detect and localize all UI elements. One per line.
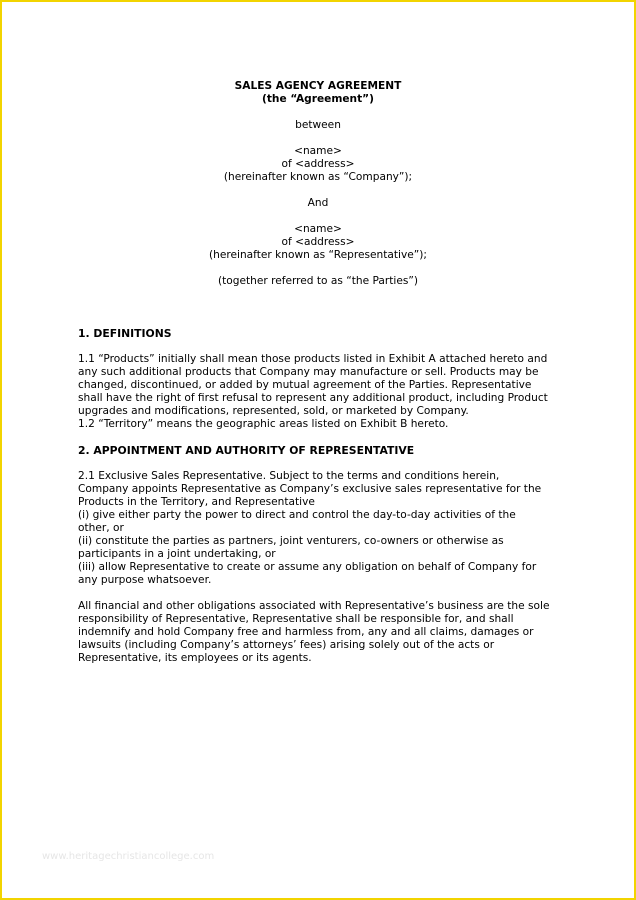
- watermark: www.heritagechristiancollege.com: [42, 851, 215, 862]
- party2-name: <name>: [294, 223, 342, 235]
- body-line: Company appoints Representative as Company’s exclusive sales representative for the: [78, 483, 542, 495]
- party1-address: of <address>: [281, 158, 355, 170]
- body-line: (i) give either party the power to direct and control the day-to-day activities of the: [78, 509, 516, 521]
- body-line: upgrades and modifications, represented, sold, or marketed by Company.: [78, 405, 469, 417]
- document-title: SALES AGENCY AGREEMENT: [234, 80, 402, 92]
- body-line: Products in the Territory, and Representative: [78, 496, 315, 508]
- body-line: indemnify and hold Company free and harmless from, any and all claims, damages or: [78, 626, 534, 638]
- body-line: other, or: [78, 522, 124, 534]
- body-line: lawsuits (including Company’s attorneys’ fees) arising solely out of the acts or: [78, 639, 495, 651]
- body-line: any such additional products that Company may manufacture or sell. Products may be: [78, 366, 539, 378]
- party2-address: of <address>: [281, 236, 355, 248]
- body-line: 2.1 Exclusive Sales Representative. Subject to the terms and conditions herein,: [78, 470, 500, 482]
- party2-designation: (hereinafter known as “Representative”);: [209, 249, 427, 261]
- and-label: And: [307, 197, 329, 209]
- body-line: 1.2 “Territory” means the geographic areas listed on Exhibit B hereto.: [78, 418, 449, 430]
- section-2-paragraph-2: [78, 600, 562, 665]
- between-label: between: [295, 119, 341, 131]
- body-line: (iii) allow Representative to create or assume any obligation on behalf of Company for: [78, 561, 537, 573]
- body-line: changed, discontinued, or added by mutual agreement of the Parties. Representative: [78, 379, 532, 391]
- section-1-body: [78, 353, 562, 431]
- party1-name: <name>: [294, 145, 342, 157]
- body-line: any purpose whatsoever.: [78, 574, 212, 586]
- body-line: participants in a joint undertaking, or: [78, 548, 276, 560]
- body-line: Representative, its employees or its agents.: [78, 652, 312, 664]
- section-2-heading: 2. APPOINTMENT AND AUTHORITY OF REPRESENTATIVE: [78, 444, 415, 457]
- body-line: responsibility of Representative, Representative shall be responsible for, and shall: [78, 613, 514, 625]
- body-line: 1.1 “Products” initially shall mean those products listed in Exhibit A attached hereto and: [78, 353, 548, 365]
- body-line: All financial and other obligations associated with Representative’s business are the sole: [78, 600, 550, 612]
- body-line: (ii) constitute the parties as partners, joint venturers, co-owners or otherwise as: [78, 535, 504, 547]
- body-line: shall have the right of first refusal to represent any additional product, including Product: [78, 392, 548, 404]
- section-2-paragraph-1: [78, 470, 562, 587]
- party1-designation: (hereinafter known as “Company”);: [223, 171, 413, 183]
- document-subtitle: (the “Agreement”): [262, 93, 374, 105]
- section-1-heading: 1. DEFINITIONS: [78, 327, 172, 340]
- parties-collective-note: (together referred to as “the Parties”): [217, 275, 419, 287]
